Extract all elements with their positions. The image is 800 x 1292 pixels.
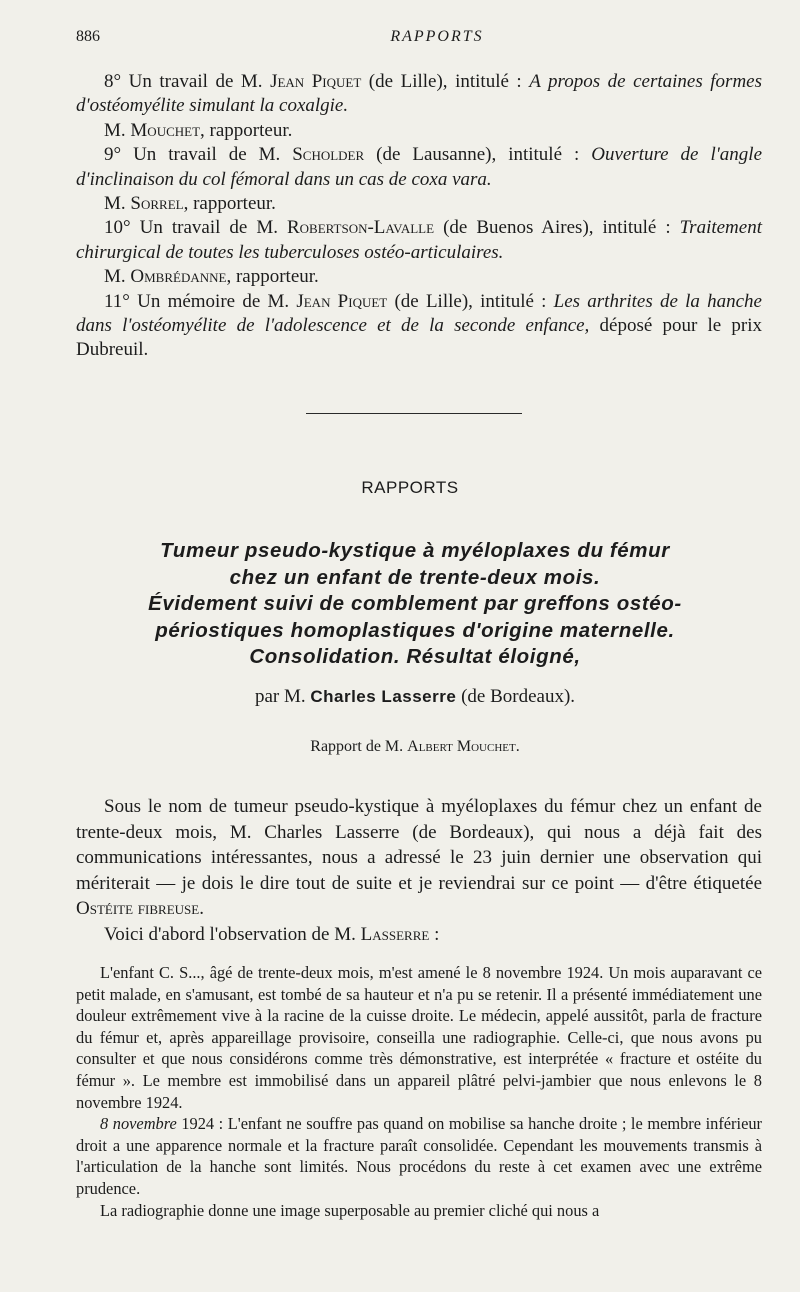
article-title-line: périostiques homoplastiques d'origine maternelle. (155, 618, 675, 642)
page-number: 886 (76, 28, 100, 45)
article-title-line: Évidement suivi de comblement par greffons ostéo- (148, 592, 682, 615)
reporter-line: M. Sorrel, rapporteur. (104, 193, 276, 215)
article-title-line: chez un enfant de trente-deux mois. (229, 565, 601, 589)
body-paragraph: Voici d'abord l'observation de M. Lasserre : (104, 923, 440, 945)
observation-paragraph: 8 novembre 1924 : L'enfant ne souffre pas quand on mobilise sa hanche droite ; le membre inférieur droit a une apparence normale et la fracture paraît consolidée. Cependant les mouvements transmis à l'articulation de la hanche sont limités. Nous procédons du reste à cet examen avec une extrême prudence. (76, 1114, 762, 1198)
article-title (0, 538, 800, 671)
section-divider (306, 413, 522, 414)
reporter-line: M. Mouchet, rapporteur. (104, 119, 293, 141)
report-author: Albert Mouchet (407, 738, 516, 755)
observation-paragraph: La radiographie donne une image superposable au premier cliché qui nous a (100, 1200, 600, 1220)
byline-author: Charles Lasserre (310, 687, 457, 706)
submissions-list (76, 70, 762, 363)
page-header (76, 28, 758, 52)
article-byline: par M. Charles Lasserre (de Bordeaux). (254, 686, 576, 707)
article-body (76, 794, 762, 947)
list-item: 11° Un mémoire de M. Jean Piquet (de Lille), intitulé : Les arthrites de la hanche dans l'ostéomyélite de l'adolescence et de la seconde enfance, déposé pour le prix Dubreuil. (76, 290, 762, 361)
report-attribution: Rapport de M. Albert Mouchet. (310, 738, 520, 755)
running-title: RAPPORTS (390, 28, 484, 45)
article-title-line: Tumeur pseudo-kystique à myéloplaxes du fémur (160, 539, 670, 562)
list-item: 10° Un travail de M. Robertson-Lavalle (de Buenos Aires), intitulé : Traitement chirurgical de toutes les tuberculoses ostéo-articulaires. (76, 217, 762, 263)
list-item: 8° Un travail de M. Jean Piquet (de Lille), intitulé : A propos de certaines formes d'ostéomyélite simulant la coxalgie. (76, 71, 763, 117)
observation (76, 962, 762, 1221)
body-paragraph: Sous le nom de tumeur pseudo-kystique à myéloplaxes du fémur chez un enfant de trente-deux mois, M. Charles Lasserre (de Bordeaux), qui nous a déjà fait des communications intéressantes, nous a adressé le 23 juin dernier une observation qui mériterait — je dois le dire tout de suite et je reviendrai sur ce point — d'être étiquetée Ostéite fibreuse. (76, 796, 762, 919)
list-item: 9° Un travail de M. Scholder (de Lausanne), intitulé : Ouverture de l'angle d'inclinaison du col fémoral dans un cas de coxa vara. (76, 144, 762, 190)
observation-paragraph: L'enfant C. S..., âgé de trente-deux mois, m'est amené le 8 novembre 1924. Un mois auparavant ce petit malade, en s'amusant, est tombé de sa hauteur et n'a pu se retenir. Il a présenté immédiatement une douleur extrêmement vive à la racine de la cuisse droite. Le médecin, appelé aussitôt, parla de fracture du fémur et, après appareillage provisoire, conseilla une radiographie. Celle-ci, que nous avons pu consulter et que nous considérons comme très démonstrative, est interprétée « fracture et ostéite du fémur ». Le membre est immobilisé dans un appareil plâtré pelvi-jambier que nous enlevons le 8 novembre 1924. (76, 963, 762, 1112)
section-title: RAPPORTS (361, 478, 459, 497)
reporter-line: M. Ombrédanne, rapporteur. (104, 266, 319, 288)
article-title-line: Consolidation. Résultat éloigné, (249, 645, 581, 668)
